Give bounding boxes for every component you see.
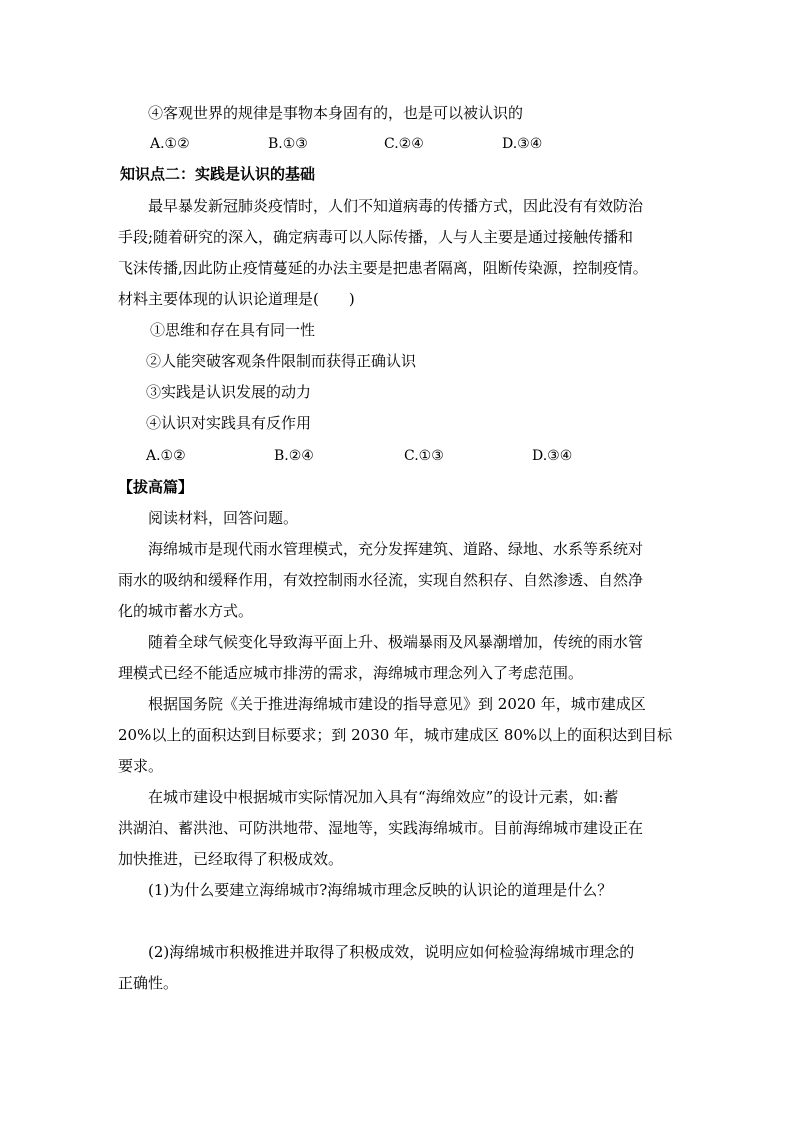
section2-item: ②人能突破客观条件限制而获得正确认识 <box>146 352 417 370</box>
section2-heading: 知识点二：实践是认识的基础 <box>120 165 316 183</box>
q1-option-d: D.③④ <box>502 136 543 152</box>
para3-line: 要求。 <box>118 757 164 775</box>
section2-stem-line: 材料主要体现的认识论道理是( ) <box>118 290 355 308</box>
section2-option-a: A.①② <box>146 448 186 464</box>
section2-stem-line: 最早暴发新冠肺炎疫情时，人们不知道病毒的传播方式，因此没有有效防治 <box>148 197 644 215</box>
para3-line: 20%以上的面积达到目标要求；到 2030 年，城市建成区 80%以上的面积达到目标 <box>118 726 673 744</box>
q1-option-c: C.②④ <box>384 136 424 152</box>
section2-option-b: B.②④ <box>274 448 314 464</box>
para2-line: 理模式已经不能适应城市排涝的需求，海绵城市理念列入了考虑范围。 <box>118 664 584 682</box>
para1-line: 海绵城市是现代雨水管理模式，充分发挥建筑、道路、绿地、水系等系统对 <box>148 540 644 558</box>
q1-option-a: A.①② <box>150 136 190 152</box>
section2-stem-line: 飞沫传播,因此防止疫情蔓延的办法主要是把患者隔离，阻断传染源，控制疫情。 <box>118 259 648 277</box>
section2-item: ①思维和存在具有同一性 <box>150 321 316 339</box>
para4-line: 加快推进，已经取得了积极成效。 <box>118 850 344 868</box>
para1-line: 化的城市蓄水方式。 <box>118 602 254 620</box>
section2-item: ③实践是认识发展的动力 <box>146 383 312 401</box>
question-1: (1)为什么要建立海绵城市?海绵城市理念反映的认识论的道理是什么？ <box>148 881 613 899</box>
q1-item-4: ④客观世界的规律是事物本身固有的，也是可以被认识的 <box>148 104 524 122</box>
section2-option-d: D.③④ <box>532 448 573 464</box>
para2-line: 随着全球气候变化导致海平面上升、极端暴雨及风暴潮增加，传统的雨水管 <box>148 633 644 651</box>
section2-stem-line: 手段;随着研究的深入，确定病毒可以人际传播，人与人主要是通过接触传播和 <box>118 228 634 246</box>
para1-line: 雨水的吸纳和缓释作用，有效控制雨水径流，实现自然积存、自然渗透、自然净 <box>118 571 644 589</box>
advanced-heading: 【拔高篇】 <box>118 478 194 496</box>
section2-option-c: C.①③ <box>404 448 444 464</box>
question-2-line: 正确性。 <box>118 974 179 992</box>
section2-item: ④认识对实践具有反作用 <box>146 414 312 432</box>
para4-line: 在城市建设中根据城市实际情况加入具有“海绵效应”的设计元素，如:蓄 <box>148 788 619 806</box>
advanced-intro: 阅读材料，回答问题。 <box>148 509 299 527</box>
question-2-line: (2)海绵城市积极推进并取得了积极成效，说明应如何检验海绵城市理念的 <box>148 943 635 961</box>
para4-line: 洪湖泊、蓄洪池、可防洪地带、湿地等，实践海绵城市。目前海绵城市建设正在 <box>118 819 644 837</box>
q1-option-b: B.①③ <box>268 136 308 152</box>
para3-line: 根据国务院《关于推进海绵城市建设的指导意见》到 2020 年，城市建成区 <box>148 695 646 713</box>
